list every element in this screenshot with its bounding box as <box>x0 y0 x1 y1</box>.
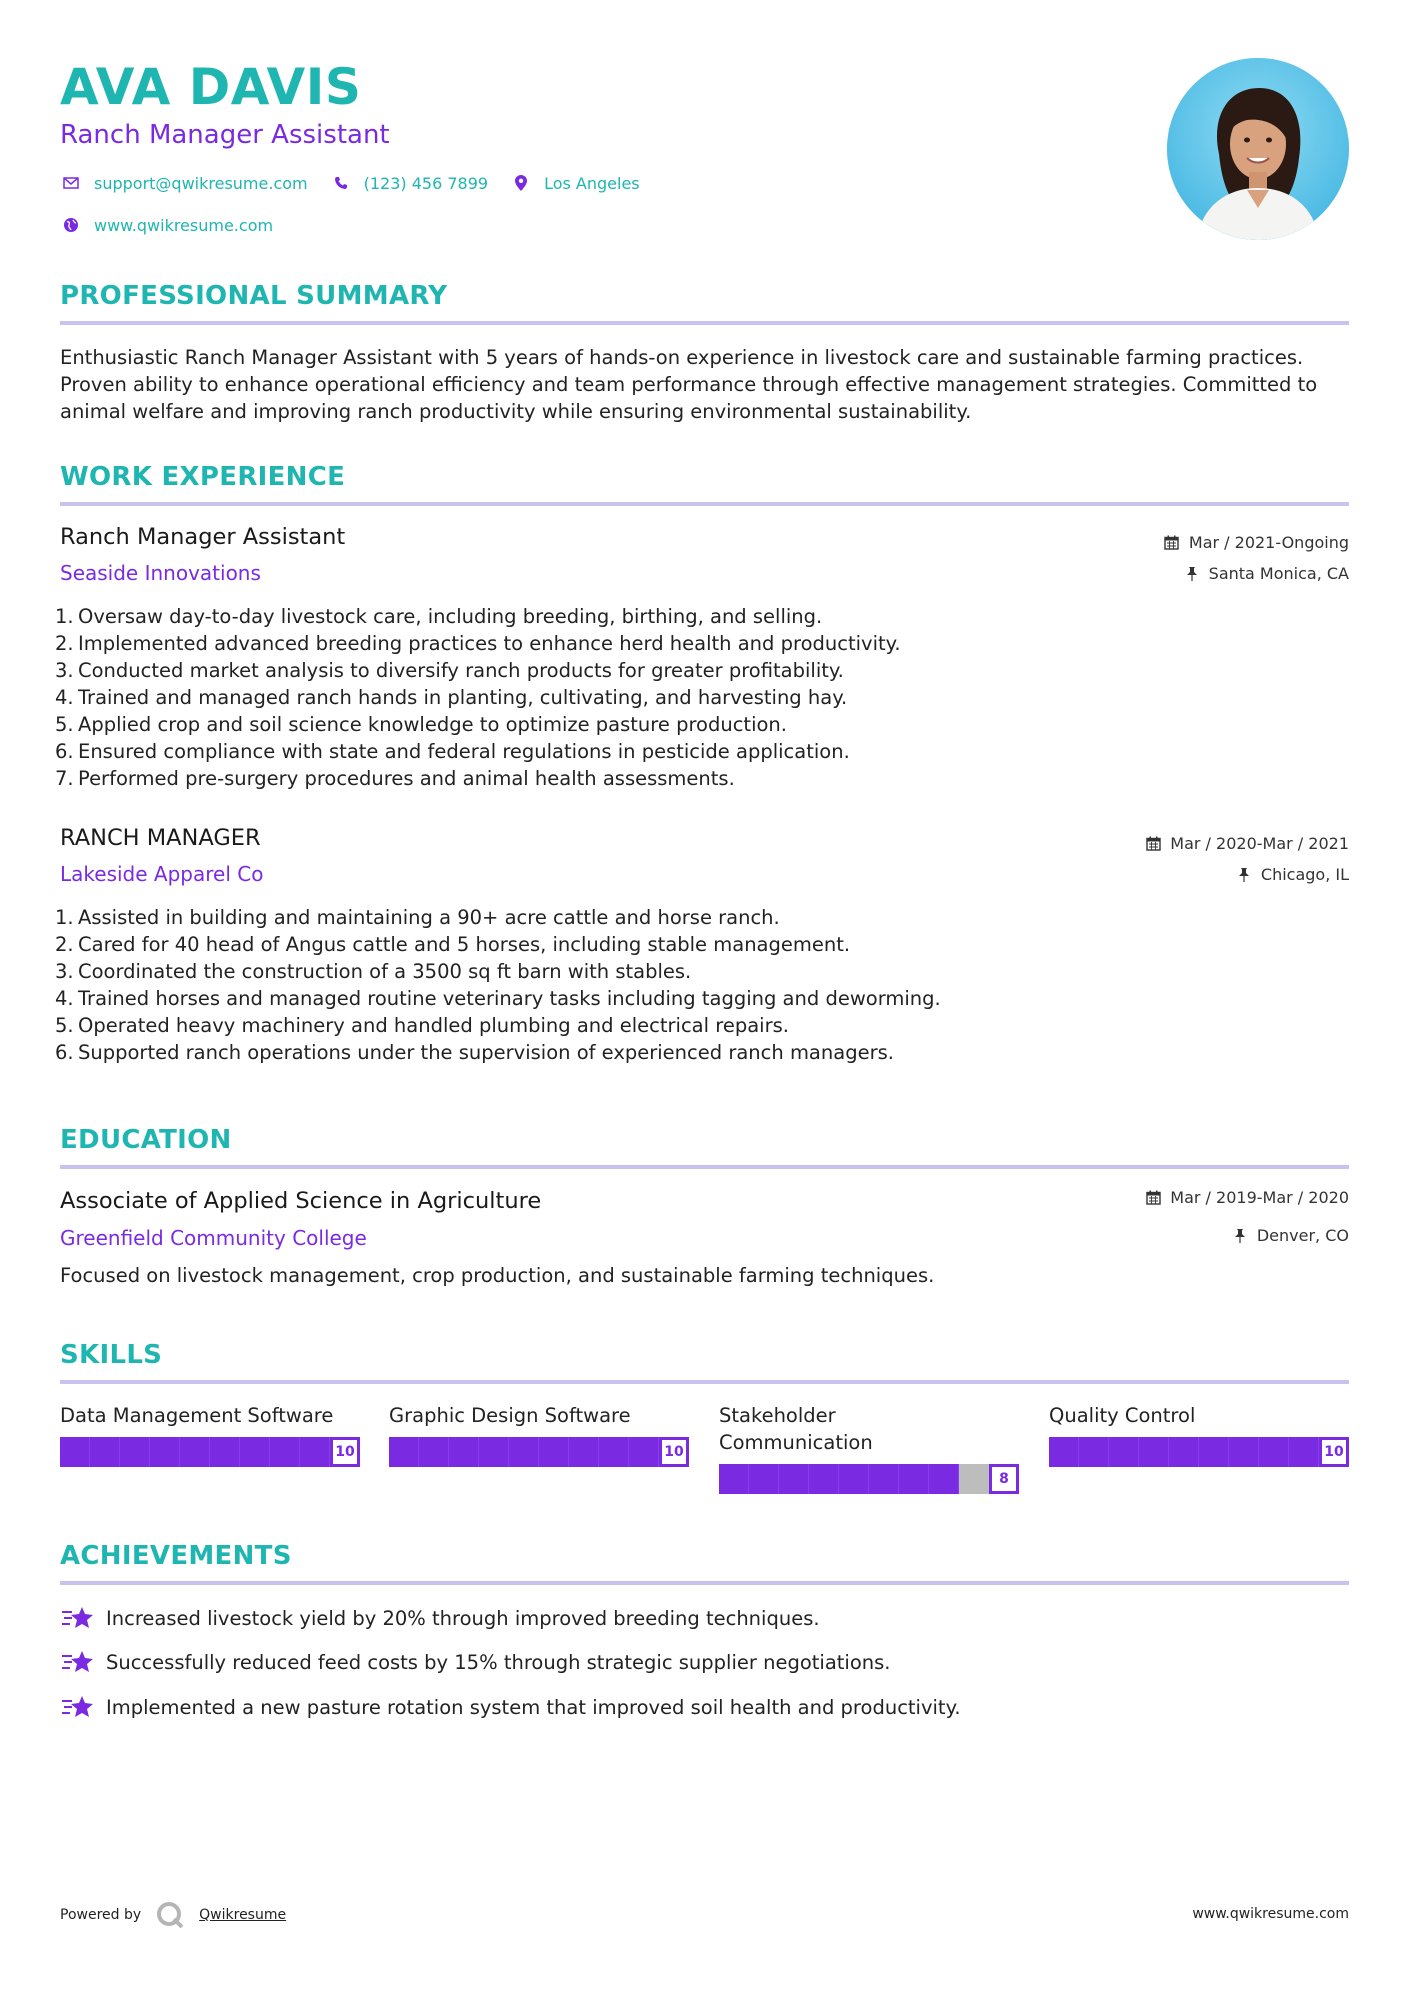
skill-bar-segment <box>719 1464 749 1494</box>
skill-score-badge: 10 <box>1319 1437 1349 1467</box>
skill-bar-segment <box>60 1437 90 1467</box>
skill-bar-segment <box>749 1464 779 1494</box>
section-divider <box>60 1581 1349 1585</box>
skill-bar-segment <box>270 1437 300 1467</box>
pushpin-icon <box>1235 866 1253 884</box>
job-title: Ranch Manager Assistant <box>60 524 346 550</box>
skill-bar-segment <box>1259 1437 1289 1467</box>
shooting-star-icon <box>60 1604 94 1632</box>
skill-bar-segment <box>1289 1437 1319 1467</box>
section-title-summary: PROFESSIONAL SUMMARY <box>60 281 448 311</box>
section-title-skills: SKILLS <box>60 1340 163 1370</box>
shooting-star-icon <box>60 1693 94 1721</box>
skill-rating-bar <box>389 1437 689 1467</box>
contact-website[interactable] <box>60 214 273 236</box>
section-divider <box>60 1380 1349 1384</box>
skill-bar-segment <box>899 1464 929 1494</box>
contact-row-primary <box>60 172 662 194</box>
section-title-education: EDUCATION <box>60 1125 232 1155</box>
job-location <box>1235 865 1349 884</box>
skill-bar-track <box>1049 1437 1349 1467</box>
list-item: 5. Operated heavy machinery and handled plumbing and electrical repairs. <box>55 1014 789 1037</box>
skill-item <box>60 1402 360 1467</box>
list-item: 1. Oversaw day-to-day livestock care, including breeding, birthing, and selling. <box>55 605 823 628</box>
location-text: Chicago, IL <box>1260 865 1349 884</box>
skill-bar-segment <box>449 1437 479 1467</box>
skill-bar-segment <box>1169 1437 1199 1467</box>
education-location <box>1231 1226 1349 1245</box>
skill-score-badge: 10 <box>659 1437 689 1467</box>
skill-bar-segment <box>210 1437 240 1467</box>
skill-bar-segment <box>539 1437 569 1467</box>
achievement-text: Increased livestock yield by 20% through improved breeding techniques. <box>106 1606 820 1630</box>
skill-bar-segment <box>569 1437 599 1467</box>
job-dates <box>1163 533 1349 552</box>
list-item: 5. Applied crop and soil science knowledge to optimize pasture production. <box>55 713 787 736</box>
section-divider <box>60 502 1349 506</box>
skill-bar-segment <box>300 1437 330 1467</box>
contact-email[interactable] <box>60 172 308 194</box>
calendar-icon <box>1144 1189 1162 1207</box>
skill-bar-segment <box>629 1437 659 1467</box>
shooting-star-icon <box>60 1648 94 1676</box>
phone-icon <box>330 172 352 194</box>
skill-bar-track <box>389 1437 689 1467</box>
skill-score-badge: 8 <box>989 1464 1019 1494</box>
list-item: 6. Supported ranch operations under the supervision of experienced ranch managers. <box>55 1041 894 1064</box>
list-item: 3. Conducted market analysis to diversify ranch products for greater profitability. <box>55 659 844 682</box>
candidate-name: AVA DAVIS <box>60 58 362 116</box>
calendar-icon <box>1144 835 1162 853</box>
contact-phone[interactable] <box>330 172 488 194</box>
dates-text: Mar / 2019-Mar / 2020 <box>1170 1188 1349 1207</box>
skill-name: Stakeholder Communication <box>719 1404 873 1454</box>
achievement-text: Successfully reduced feed costs by 15% through strategic supplier negotiations. <box>106 1650 891 1674</box>
skill-item <box>389 1402 689 1467</box>
skill-bar-segment <box>929 1464 959 1494</box>
candidate-role: Ranch Manager Assistant <box>60 120 390 150</box>
skill-rating-bar <box>719 1464 1019 1494</box>
skill-name: Graphic Design Software <box>389 1404 631 1427</box>
skill-bar-segment <box>839 1464 869 1494</box>
brand-link[interactable]: Qwikresume <box>199 1907 287 1923</box>
qwikresume-logo-icon <box>155 1900 185 1930</box>
pushpin-icon <box>1183 565 1201 583</box>
section-divider <box>60 1165 1349 1169</box>
website-text: www.qwikresume.com <box>94 215 274 235</box>
education-dates <box>1144 1188 1349 1207</box>
location-text: Denver, CO <box>1256 1226 1349 1245</box>
skill-name: Quality Control <box>1049 1404 1196 1427</box>
skill-bar-segment <box>90 1437 120 1467</box>
list-item: 4. Trained and managed ranch hands in planting, cultivating, and harvesting hay. <box>55 686 848 709</box>
skill-bar-segment <box>1079 1437 1109 1467</box>
degree-title: Associate of Applied Science in Agriculture <box>60 1188 542 1214</box>
skill-score-badge: 10 <box>330 1437 360 1467</box>
dates-text: Mar / 2020-Mar / 2021 <box>1170 834 1349 853</box>
skill-bar-segment <box>419 1437 449 1467</box>
achievement-item <box>60 1648 890 1676</box>
skill-bar-track <box>60 1437 360 1467</box>
skill-bar-segment <box>779 1464 809 1494</box>
skill-bar-segment <box>599 1437 629 1467</box>
school-name: Greenfield Community College <box>60 1226 367 1250</box>
company-name: Lakeside Apparel Co <box>60 862 264 886</box>
footer-website[interactable]: www.qwikresume.com <box>1192 1906 1349 1922</box>
map-pin-icon <box>510 172 532 194</box>
email-text: support@qwikresume.com <box>94 173 308 193</box>
skill-bar-segment <box>959 1464 989 1494</box>
skill-rating-bar <box>1049 1437 1349 1467</box>
achievement-text: Implemented a new pasture rotation system that improved soil health and productivity. <box>106 1695 961 1719</box>
skill-bar-segment <box>1139 1437 1169 1467</box>
phone-text: (123) 456 7899 <box>363 173 489 193</box>
skill-bar-segment <box>180 1437 210 1467</box>
list-item: 6. Ensured compliance with state and federal regulations in pesticide application. <box>55 740 850 763</box>
list-item: 2. Cared for 40 head of Angus cattle and 5 horses, including stable management. <box>55 933 851 956</box>
contact-row-secondary <box>60 214 295 236</box>
calendar-icon <box>1163 534 1181 552</box>
skill-item <box>1049 1402 1349 1467</box>
job-location <box>1183 564 1349 583</box>
job-duties-list <box>55 904 1345 1066</box>
job-duties-list <box>55 603 1345 792</box>
skill-bar-segment <box>1229 1437 1259 1467</box>
profile-photo <box>1167 58 1349 240</box>
skill-bar-segment <box>150 1437 180 1467</box>
section-title-experience: WORK EXPERIENCE <box>60 462 346 492</box>
globe-icon <box>60 214 82 236</box>
section-divider <box>60 321 1349 325</box>
job-title: RANCH MANAGER <box>60 825 261 851</box>
skill-rating-bar <box>60 1437 360 1467</box>
section-title-achievements: ACHIEVEMENTS <box>60 1541 292 1571</box>
list-item: 7. Performed pre-surgery procedures and animal health assessments. <box>55 767 735 790</box>
achievement-item <box>60 1604 820 1632</box>
skill-bar-segment <box>509 1437 539 1467</box>
skill-bar-segment <box>120 1437 150 1467</box>
dates-text: Mar / 2021-Ongoing <box>1188 533 1349 552</box>
job-dates <box>1144 834 1349 853</box>
skill-bar-track <box>719 1464 1019 1494</box>
list-item: 4. Trained horses and managed routine veterinary tasks including tagging and deworming. <box>55 987 941 1010</box>
skill-bar-segment <box>479 1437 509 1467</box>
summary-text: Enthusiastic Ranch Manager Assistant with 5 years of hands-on experience in livestock care and sustainable farming practices. Proven ability to enhance operational efficiency and team performance through effective management strategies. Committed to animal welfare and improving ranch productivity while ensuring environmental sustainability. <box>60 346 1318 423</box>
company-name: Seaside Innovations <box>60 561 261 585</box>
skill-bar-segment <box>1049 1437 1079 1467</box>
pushpin-icon <box>1231 1227 1249 1245</box>
education-description: Focused on livestock management, crop production, and sustainable farming techniques. <box>60 1264 935 1287</box>
skill-name: Data Management Software <box>60 1404 334 1427</box>
skill-bar-segment <box>869 1464 899 1494</box>
powered-by-label: Powered by <box>60 1907 142 1923</box>
location-text: Los Angeles <box>544 173 640 193</box>
achievement-item <box>60 1693 961 1721</box>
contact-location <box>510 172 640 194</box>
footer-powered-by <box>60 1900 286 1930</box>
skill-bar-segment <box>240 1437 270 1467</box>
skill-bar-segment <box>1199 1437 1229 1467</box>
envelope-icon <box>60 172 82 194</box>
skill-item <box>719 1402 1019 1494</box>
skill-bar-segment <box>389 1437 419 1467</box>
location-text: Santa Monica, CA <box>1208 564 1349 583</box>
list-item: 1. Assisted in building and maintaining a 90+ acre cattle and horse ranch. <box>55 906 780 929</box>
list-item: 3. Coordinated the construction of a 3500 sq ft barn with stables. <box>55 960 692 983</box>
list-item: 2. Implemented advanced breeding practices to enhance herd health and productivity. <box>55 632 901 655</box>
skill-bar-segment <box>809 1464 839 1494</box>
skill-bar-segment <box>1109 1437 1139 1467</box>
